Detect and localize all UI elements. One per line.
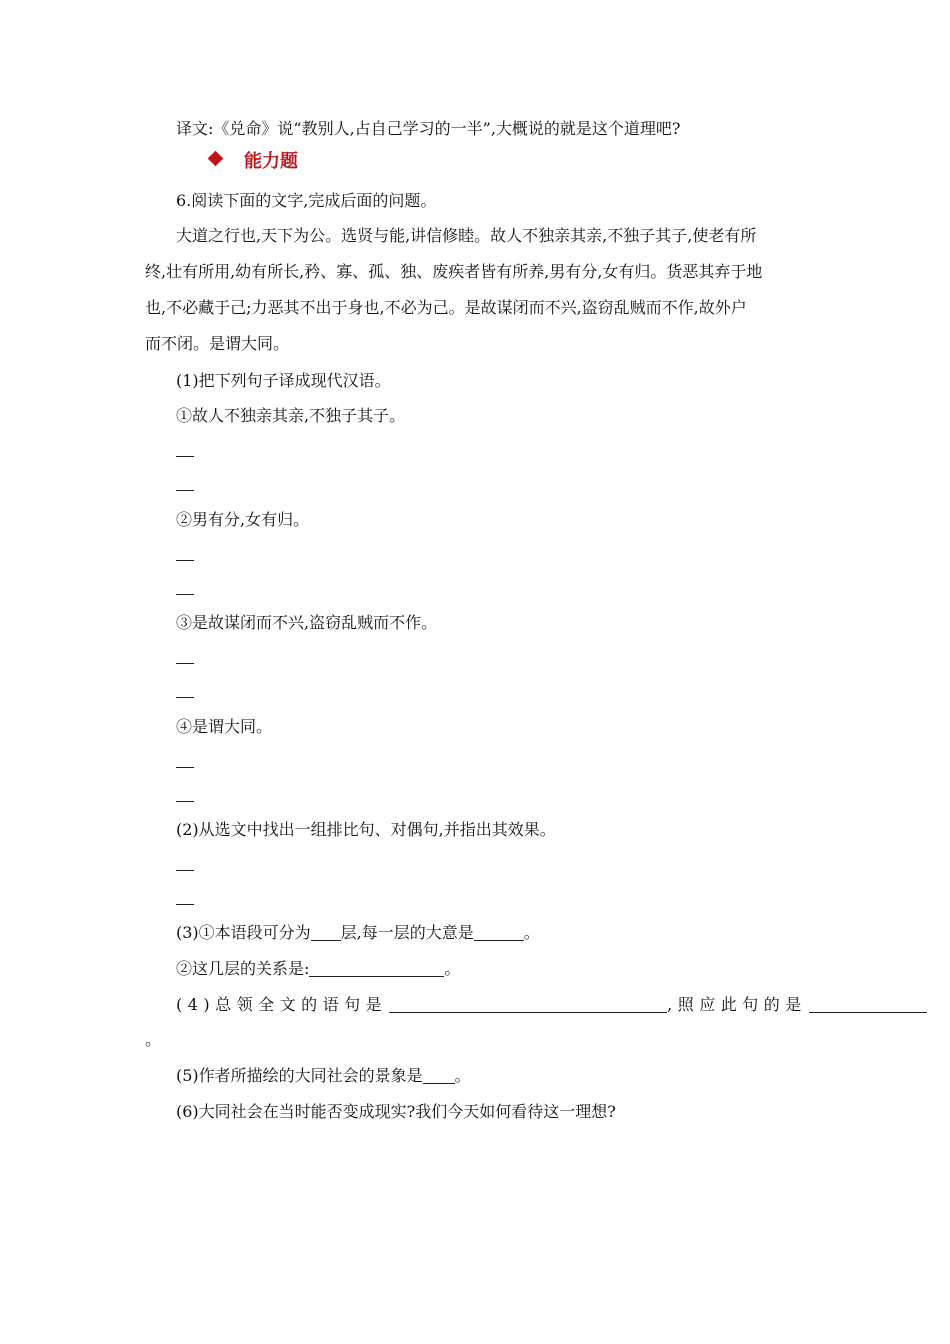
q3a-text: 层,每一层的大意是 (340, 923, 474, 942)
subquestion-1-item-2: ②男有分,女有归。 (176, 510, 310, 529)
subquestion-6: (6)大同社会在当时能否变成现实?我们今天如何看待这一理想? (176, 1102, 616, 1121)
answer-line[interactable] (176, 594, 194, 595)
question-6-intro: 6.阅读下面的文字,完成后面的问题。 (176, 191, 437, 210)
subquestion-4 (176, 994, 927, 1016)
answer-line[interactable] (176, 560, 194, 561)
answer-line[interactable] (176, 490, 194, 491)
answer-line[interactable] (176, 767, 194, 768)
fill-blank[interactable] (311, 924, 341, 941)
subquestion-2: (2)从选文中找出一组排比句、对偶句,并指出其效果。 (176, 820, 556, 839)
section-heading: 能力题 (244, 151, 298, 172)
translation-line: 译文:《兑命》说“教别人,占自己学习的一半”,大概说的就是这个道理吧? (176, 119, 681, 138)
answer-line[interactable] (176, 456, 194, 457)
answer-line[interactable] (176, 663, 194, 664)
passage-line-4: 而不闭。是谓大同。 (145, 334, 290, 353)
subquestion-1-item-1: ①故人不独亲其亲,不独子其子。 (176, 406, 406, 425)
q4-text: (4)总领全文的语句是 (176, 995, 388, 1014)
answer-line[interactable] (176, 697, 194, 698)
fill-blank[interactable] (809, 996, 927, 1013)
fill-blank[interactable] (309, 960, 444, 977)
answer-line[interactable] (176, 870, 194, 871)
q5-text: (5)作者所描绘的大同社会的景象是 (176, 1066, 423, 1085)
passage-line-3: 也,不必藏于己;力恶其不出于身也,不必为己。是故谋闭而不兴,盗窃乱贼而不作,故外户 (145, 298, 747, 317)
subquestion-3b (176, 958, 460, 980)
subquestion-4-end: 。 (145, 1030, 162, 1049)
subquestion-1-item-4: ④是谓大同。 (176, 717, 273, 736)
passage-line-1: 大道之行也,天下为公。选贤与能,讲信修睦。故人不独亲其亲,不独子其子,使老有所 (176, 226, 757, 245)
subquestion-1-item-3: ③是故谋闭而不兴,盗窃乱贼而不作。 (176, 613, 438, 632)
subquestion-3a (176, 922, 540, 944)
q3b-text: ②这几层的关系是: (176, 959, 310, 978)
q5-text: 。 (454, 1066, 471, 1085)
q3b-text: 。 (444, 959, 461, 978)
fill-blank[interactable] (389, 996, 667, 1013)
q3a-text: 。 (523, 923, 540, 942)
answer-line[interactable] (176, 904, 194, 905)
q3a-text: (3)①本语段可分为 (176, 923, 311, 942)
subquestion-5 (176, 1065, 471, 1087)
fill-blank[interactable] (474, 924, 524, 941)
subquestion-1: (1)把下列句子译成现代汉语。 (176, 371, 391, 390)
fill-blank[interactable] (423, 1067, 455, 1084)
passage-line-2: 终,壮有所用,幼有所长,矜、寡、孤、独、废疾者皆有所养,男有分,女有归。货恶其弃于地 (145, 262, 763, 281)
answer-line[interactable] (176, 801, 194, 802)
diamond-bullet-icon (208, 151, 224, 167)
q4-text: ,照应此句的是 (667, 995, 807, 1014)
